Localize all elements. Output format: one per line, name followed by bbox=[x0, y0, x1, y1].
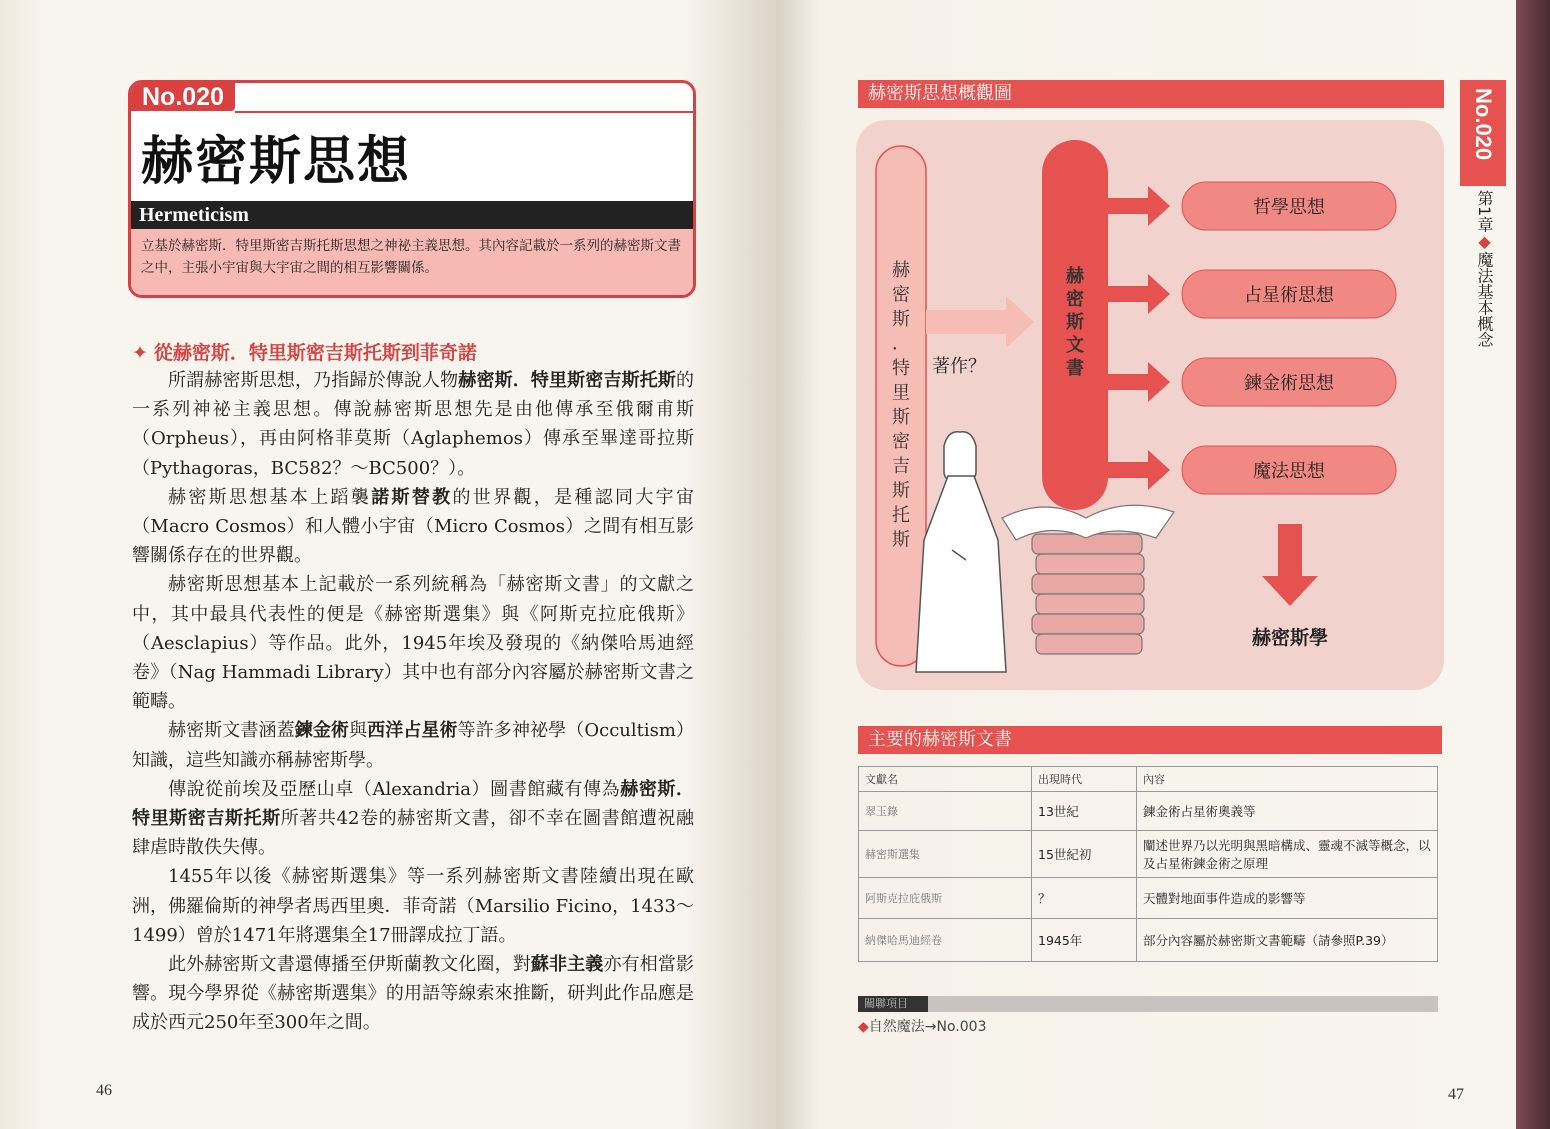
related-link-text: 自然魔法→No.003 bbox=[868, 1019, 987, 1035]
text-run: 亦有相當影響。現今學界從《赫密斯選集》的用語等線索來推斷，研判此作品應是成於西元250年至300年之間。 bbox=[132, 954, 695, 1034]
result-label: 赫密斯學 bbox=[1251, 627, 1329, 649]
bold-term: 蘇非主義 bbox=[530, 954, 604, 976]
toc-chapter-number: 第1章 bbox=[1475, 190, 1494, 233]
table-row bbox=[859, 919, 1438, 962]
bold-term: 赫密斯．特里斯密吉斯托斯 bbox=[132, 778, 695, 830]
body-paragraph bbox=[132, 570, 694, 716]
diamond-icon: ◆ bbox=[858, 1019, 869, 1035]
table-cell-era: 1945年 bbox=[1032, 919, 1137, 962]
table-cell-content: 天體對地面事件造成的影響等 bbox=[1137, 878, 1438, 919]
text-run: 與 bbox=[349, 720, 368, 742]
body-text bbox=[132, 366, 694, 1038]
table-header-row bbox=[859, 767, 1438, 792]
body-paragraph bbox=[132, 483, 694, 571]
section-heading bbox=[132, 338, 477, 365]
body-paragraph bbox=[132, 775, 694, 863]
branch-group bbox=[1108, 182, 1396, 494]
table-cell-content: 闡述世界乃以光明與黑暗構成、靈魂不滅等概念，以及占星術鍊金術之原理 bbox=[1137, 831, 1438, 878]
page-title: 赫密斯思想 bbox=[141, 132, 412, 192]
table-cell-era: ？ bbox=[1032, 878, 1137, 919]
text-run: 赫密斯思想基本上蹈襲 bbox=[168, 486, 372, 508]
english-subtitle: Hermeticism bbox=[131, 201, 693, 229]
documents-table bbox=[858, 766, 1438, 962]
related-label: 關聯項目 bbox=[858, 996, 928, 1012]
diagram-title: 赫密斯思想概觀圖 bbox=[858, 80, 1444, 108]
body-paragraph bbox=[132, 366, 694, 483]
body-paragraph bbox=[132, 716, 694, 774]
book-stack-icon bbox=[1002, 505, 1174, 654]
table-header-content: 內容 bbox=[1137, 767, 1438, 792]
text-run: 所謂赫密斯思想，乃指歸於傳說人物 bbox=[168, 370, 459, 391]
bold-term: 諾斯替教 bbox=[371, 486, 453, 508]
related-link[interactable] bbox=[858, 1016, 986, 1036]
entry-number: No.020 bbox=[131, 83, 235, 111]
table-cell-name: 翠玉錄 bbox=[859, 792, 1032, 831]
toc-chapter bbox=[1470, 190, 1498, 347]
toc-chapter-title: 魔法基本概念 bbox=[1475, 251, 1494, 348]
table-cell-content: 鍊金術占星術奧義等 bbox=[1137, 792, 1438, 831]
text-run: 此外赫密斯文書還傳播至伊斯蘭教文化圈，對 bbox=[168, 954, 531, 976]
related-bar bbox=[858, 996, 1438, 1012]
text-run: 1455年以後《赫密斯選集》等一系列赫密斯文書陸續出現在歐洲，佛羅倫斯的神學者馬西里奧．菲奇諾（Marsilio Ficino，1433～1499）曾於1471年將選集全17冊譯成拉丁語。 bbox=[132, 866, 694, 946]
branch-arrow-icon bbox=[1108, 186, 1170, 226]
page-number-left: 46 bbox=[96, 1082, 112, 1099]
page-number-right: 47 bbox=[1448, 1086, 1464, 1103]
table-cell-era: 15世紀初 bbox=[1032, 831, 1137, 878]
table-header-name: 文獻名 bbox=[859, 767, 1032, 792]
branch-arrow-icon bbox=[1108, 450, 1170, 490]
diagram-panel bbox=[856, 120, 1444, 690]
table-cell-name: 阿斯克拉庇俄斯 bbox=[859, 878, 1032, 919]
body-paragraph bbox=[132, 950, 694, 1038]
author-label: 赫密斯．特里斯密吉斯托斯 bbox=[892, 260, 910, 551]
table-title: 主要的赫密斯文書 bbox=[858, 726, 1442, 754]
bold-term: 鍊金術 bbox=[294, 720, 350, 742]
body-paragraph bbox=[132, 862, 694, 950]
text-run: 的一系列神祕主義思想。傳說赫密斯思想先是由他傳承至俄爾甫斯（Orpheus），再由阿格菲莫斯（Aglaphemos）傳承至畢達哥拉斯（Pythagoras，BC582？～BC500？）。 bbox=[132, 370, 695, 479]
diamond-icon: ◆ bbox=[1475, 232, 1494, 252]
summary-text: 立基於赫密斯．特里斯密吉斯托斯思想之神祕主義思想。其內容記載於一系列的赫密斯文書之中，主張小宇宙與大宇宙之間的相互影響關係。 bbox=[131, 229, 693, 295]
branch-label: 占星術思想 bbox=[1244, 285, 1334, 306]
bold-term: 西洋占星術 bbox=[367, 720, 458, 742]
arrow-label: 著作？ bbox=[932, 356, 986, 377]
text-run: 等許多神祕學（Occultism）知識，這些知識亦稱赫密斯學。 bbox=[132, 720, 695, 771]
branch-label: 哲學思想 bbox=[1253, 197, 1325, 218]
title-rule bbox=[235, 83, 693, 113]
table-header-era: 出現時代 bbox=[1032, 767, 1137, 792]
section-heading-text: 從赫密斯．特里斯密吉斯托斯到菲奇諾 bbox=[153, 342, 477, 364]
table-row bbox=[859, 792, 1438, 831]
toc-number: No.020 bbox=[1471, 88, 1496, 161]
text-run: 的世界觀，是種認同大宇宙（Macro Cosmos）和人體小宇宙（Micro Cosmos）之間有相互影響關係存在的世界觀。 bbox=[132, 486, 695, 567]
robed-figure-icon bbox=[916, 432, 1006, 672]
page-edge bbox=[1516, 0, 1550, 1129]
right-page bbox=[776, 0, 1516, 1129]
title-box bbox=[128, 80, 696, 298]
text-run: 赫密斯文書涵蓋 bbox=[168, 720, 295, 742]
table-row bbox=[859, 878, 1438, 919]
branch-label: 鍊金術思想 bbox=[1244, 373, 1334, 394]
table-row bbox=[859, 831, 1438, 878]
down-arrow-icon bbox=[1262, 524, 1318, 606]
texts-label: 赫密斯文書 bbox=[1066, 266, 1084, 379]
overview-diagram bbox=[856, 120, 1444, 690]
table-cell-name: 納傑哈馬迪經卷 bbox=[859, 919, 1032, 962]
table-cell-name: 赫密斯選集 bbox=[859, 831, 1032, 878]
bold-term: 赫密斯．特里斯密吉斯托斯 bbox=[458, 370, 677, 391]
branch-label: 魔法思想 bbox=[1253, 461, 1325, 482]
text-run: 所著共42卷的赫密斯文書，卻不幸在圖書館遭祝融肆虐時散佚失傳。 bbox=[132, 808, 694, 859]
text-run: 赫密斯思想基本上記載於一系列統稱為「赫密斯文書」的文獻之中，其中最具代表性的便是《赫密斯選集》與《阿斯克拉庇俄斯》（Aesclapius）等作品。此外，1945年埃及發現的《納傑哈馬迪經卷》（Nag Hammadi Library）其中也有部分內容屬於赫密斯文書之範疇。 bbox=[132, 574, 694, 713]
table-cell-content: 部分內容屬於赫密斯文書範疇（請參照P.39） bbox=[1137, 919, 1438, 962]
right-arrow-icon bbox=[926, 296, 1034, 348]
branch-arrow-icon bbox=[1108, 362, 1170, 402]
author-pill bbox=[876, 146, 926, 666]
table-cell-era: 13世紀 bbox=[1032, 792, 1137, 831]
diamond-icon: ✦ bbox=[132, 342, 148, 364]
branch-arrow-icon bbox=[1108, 274, 1170, 314]
text-run: 傳說從前埃及亞歷山卓（Alexandria）圖書館藏有傳為 bbox=[168, 778, 621, 800]
